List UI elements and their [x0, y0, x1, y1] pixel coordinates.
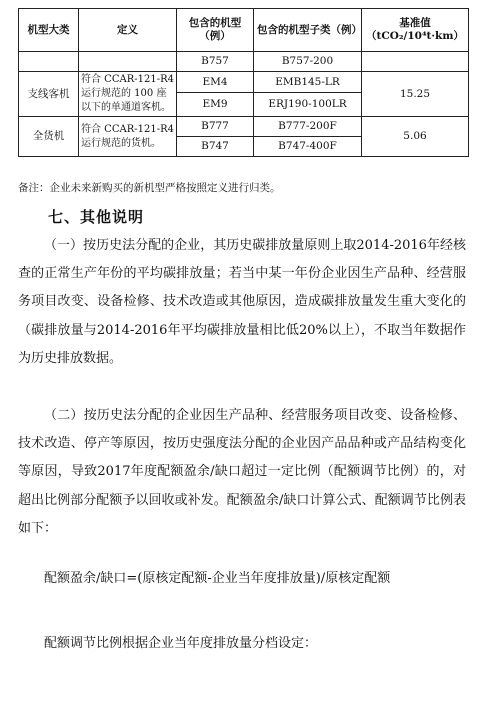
model-cell: B747 — [177, 137, 254, 157]
subtype-cell: ERJ190-100LR — [254, 93, 362, 117]
paragraph-historical-method: （一）按历史法分配的企业，其历史碳排放量原则上取2014-2016年经核查的正常生产年份的平均碳排放量；若当中某一年份企业因生产品种、经营服务项目改变、设备检修、技术改造或其他原因，造成碳排放量发生重大变化的（碳排放量与2014-2016年平均碳排放量相比低20%以上），不取当年数据作为历史排放数据。 — [18, 238, 466, 366]
table-note: 备注：企业未来新购买的新机型严格按照定义进行归类。 — [18, 182, 281, 194]
model-cell: B777 — [177, 117, 254, 137]
header-subtype: 包含的机型子类（例） — [254, 9, 362, 52]
category-cell: 全货机 — [19, 117, 79, 157]
section-heading: 七、其他说明 — [48, 208, 145, 226]
model-cell: B757 — [177, 52, 254, 72]
subtype-cell: B777-200F — [254, 117, 362, 137]
definition-cell: 符合 CCAR-121-R4 运行规范的货机。 — [79, 117, 177, 157]
subtype-cell: B757-200 — [254, 52, 362, 72]
table-row — [19, 117, 469, 137]
model-cell: EM4 — [177, 72, 254, 93]
benchmark-cell: 5.06 — [362, 117, 469, 157]
subtype-cell: B747-400F — [254, 137, 362, 157]
table-row — [19, 52, 469, 72]
benchmark-cell: 15.25 — [362, 72, 469, 117]
paragraph-adjustment-ratio: 配额调节比例根据企业当年度排放量分档设定： — [44, 636, 318, 651]
aircraft-benchmark-table — [18, 8, 469, 157]
category-cell: 支线客机 — [19, 72, 79, 117]
model-cell: EM9 — [177, 93, 254, 117]
header-benchmark: 基准值（tCO₂/10⁴t·km） — [362, 9, 469, 52]
definition-cell: 符合 CCAR-121-R4 运行规范的 100 座以下的单通道客机。 — [79, 72, 177, 117]
table-row — [19, 72, 469, 93]
formula-quota-surplus: 配额盈余/缺口=(原核定配额-企业当年度排放量)/原核定配额 — [44, 571, 391, 586]
paragraph-quota-adjustment: （二）按历史法分配的企业因生产品种、经营服务项目改变、设备检修、技术改造、停产等原因，按历史强度法分配的企业因产品品种或产品结构变化等原因，导致2017年度配额盈余/缺口超过一定比例（配额调节比例）的，对超出比例部分配额予以回收或补发。配额盈余/缺口计算公式、配额调节比例表如下： — [18, 408, 466, 536]
subtype-cell: EMB145-LR — [254, 72, 362, 93]
header-category: 机型大类 — [19, 9, 79, 52]
table-header-row — [19, 9, 469, 52]
header-definition: 定义 — [79, 9, 177, 52]
header-model: 包含的机型（例） — [177, 9, 254, 52]
